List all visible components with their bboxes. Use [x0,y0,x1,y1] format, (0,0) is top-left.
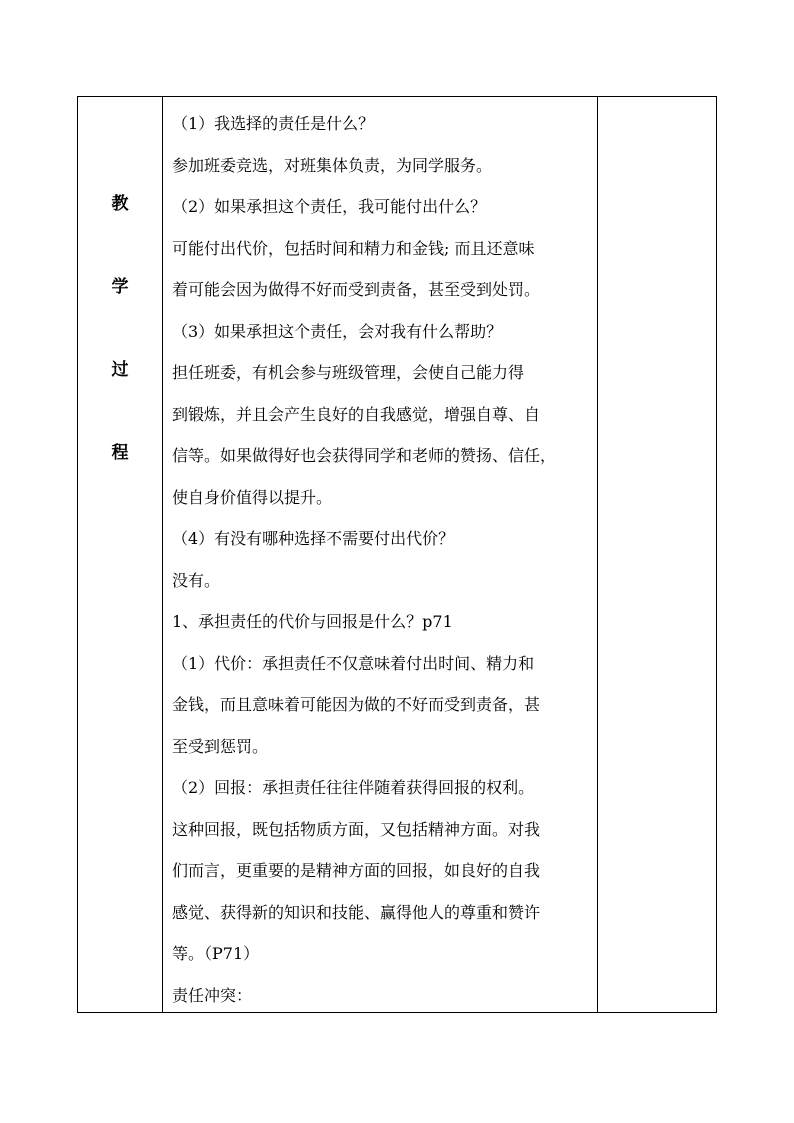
content-line: （4）有没有哪种选择不需要付出代价？ [172,529,455,548]
side-label-char: 教 [111,194,129,214]
side-label-char: 程 [111,443,129,463]
content-line: 这种回报，既包括物质方面，又包括精神方面。对我 [172,819,541,839]
notes-column [598,97,716,1012]
content-line: 们而言，更重要的是精神方面的回报，如良好的自我 [172,861,541,880]
content-line: 参加班委竞选，对班集体负责，为同学服务。 [172,155,493,175]
content-line: 没有。 [172,570,221,590]
content-line: （1）代价：承担责任不仅意味着付出时间、精力和 [172,653,535,673]
content-line: （3）如果承担这个责任，会对我有什么帮助？ [172,321,503,341]
content-line: 信等。如果做得好也会获得同学和老师的赞扬、信任， [172,446,557,465]
content-column [163,97,598,1012]
content-line: 至受到惩罚。 [172,736,269,756]
content-line: 责任冲突： [172,985,253,1005]
lesson-table [77,96,717,1013]
content-line: （1）我选择的责任是什么？ [172,114,375,133]
content-line: 1、承担责任的代价与回报是什么？p71 [172,612,453,631]
content-line: 等。（P71） [172,944,260,963]
content-line: 担任班委，有机会参与班级管理，会使自己能力得 [172,363,525,382]
content-line: 着可能会因为做得不好而受到责备，甚至受到处罚。 [172,280,541,299]
content-line: 金钱，而且意味着可能因为做的不好而受到责备，甚 [172,695,541,714]
content-line: （2）回报：承担责任往往伴随着获得回报的权利。 [172,778,535,797]
side-label-char: 过 [111,360,129,380]
content-line: 感觉、获得新的知识和技能、赢得他人的尊重和赞许 [172,902,541,922]
content-line: 可能付出代价，包括时间和精力和金钱; 而且还意味 [172,238,535,258]
content-line: （2）如果承担这个责任，我可能付出什么？ [172,197,487,216]
content-text [172,103,594,1016]
side-label-column [78,97,163,1012]
content-line: 使自身价值得以提升。 [172,487,333,507]
content-line: 到锻炼，并且会产生良好的自我感觉，增强自尊、自 [172,404,541,424]
side-label-char: 学 [111,277,129,297]
